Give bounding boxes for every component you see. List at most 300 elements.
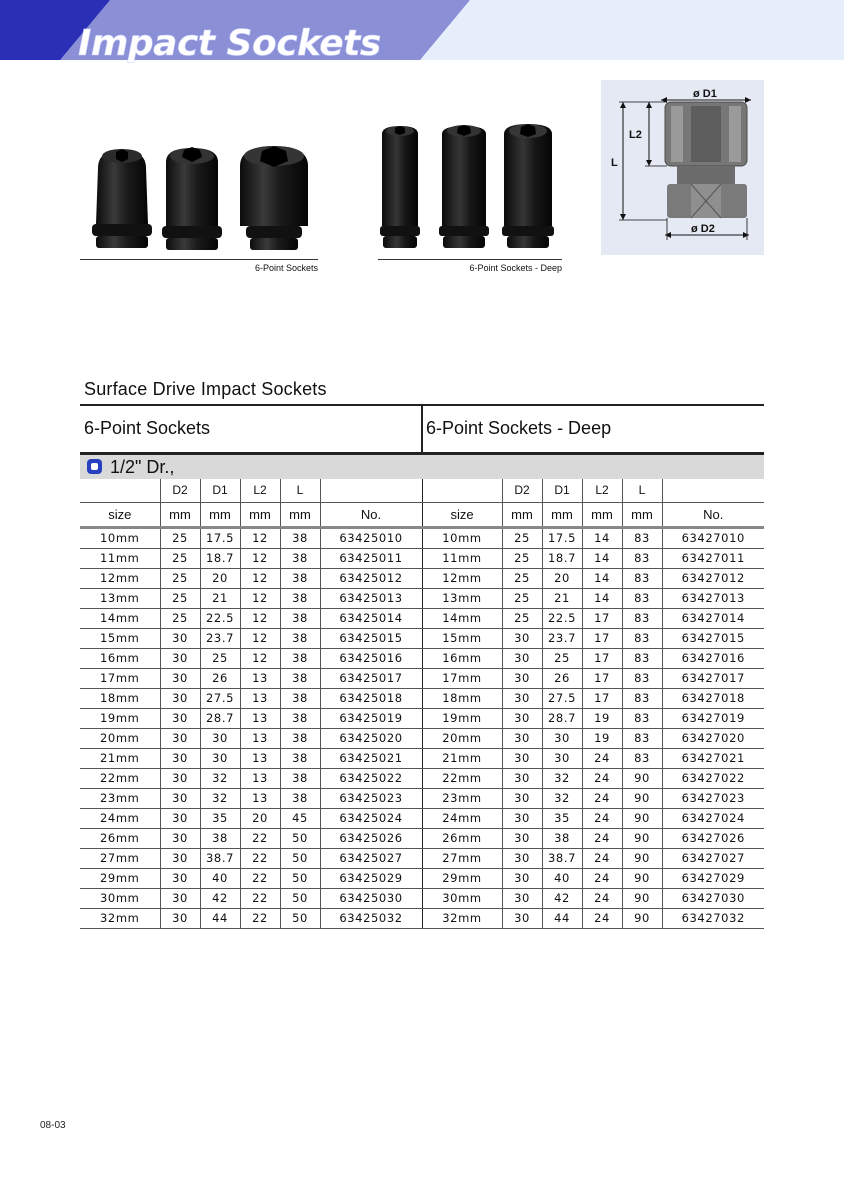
table-cell: 12: [240, 629, 280, 649]
table-cell: 38: [542, 829, 582, 849]
table-cell: 63425026: [320, 829, 422, 849]
table-row: [80, 689, 764, 709]
table-cell: 24: [582, 889, 622, 909]
table-cell: 32: [200, 769, 240, 789]
table-cell: mm: [160, 503, 200, 528]
table-cell: 28.7: [542, 709, 582, 729]
table-cell: 30: [160, 889, 200, 909]
table-cell: 38: [280, 549, 320, 569]
table-cell: 83: [622, 709, 662, 729]
table-cell: 63425016: [320, 649, 422, 669]
table-cell: 25: [160, 589, 200, 609]
table-cell: 30: [502, 889, 542, 909]
table-cell: 38: [280, 629, 320, 649]
table-cell: 24: [582, 789, 622, 809]
table-cell: 18.7: [200, 549, 240, 569]
left-table-title: 6-Point Sockets: [84, 418, 211, 438]
right-table-title: 6-Point Sockets - Deep: [426, 418, 612, 438]
table-cell: L: [622, 479, 662, 503]
table-row: [80, 569, 764, 589]
table-cell: 30: [160, 829, 200, 849]
table-cell: mm: [582, 503, 622, 528]
table-row: [80, 629, 764, 649]
table-cell: 63425029: [320, 869, 422, 889]
table-cell: 13mm: [80, 589, 160, 609]
table-row: [80, 749, 764, 769]
table-cell: [422, 479, 502, 503]
table-cell: 83: [622, 669, 662, 689]
table-cell: 13: [240, 669, 280, 689]
table-cell: 12: [240, 528, 280, 549]
table-cell: 44: [200, 909, 240, 929]
table-cell: 25: [502, 569, 542, 589]
table-cell: 30: [160, 789, 200, 809]
table-cell: 63425019: [320, 709, 422, 729]
table-cell: 25: [502, 589, 542, 609]
table-cell: 63425012: [320, 569, 422, 589]
table-cell: 30: [502, 729, 542, 749]
table-cell: 38: [280, 589, 320, 609]
table-cell: 12: [240, 609, 280, 629]
table-cell: 24mm: [422, 809, 502, 829]
table-row: [80, 729, 764, 749]
table-cell: 50: [280, 829, 320, 849]
table-cell: 63425024: [320, 809, 422, 829]
table-cell: 17: [582, 689, 622, 709]
table-cell: 16mm: [422, 649, 502, 669]
table-cell: mm: [240, 503, 280, 528]
table-cell: 14: [582, 569, 622, 589]
table-cell: 22: [240, 889, 280, 909]
table-cell: 26mm: [80, 829, 160, 849]
table-cell: 40: [200, 869, 240, 889]
table-cell: 63427010: [662, 528, 764, 549]
table-cell: 30: [160, 909, 200, 929]
table-cell: D2: [160, 479, 200, 503]
table-cell: 12mm: [80, 569, 160, 589]
table-cell: 30: [502, 689, 542, 709]
table-cell: mm: [200, 503, 240, 528]
table-cell: 38: [280, 729, 320, 749]
table-cell: 22: [240, 829, 280, 849]
table-cell: 21mm: [80, 749, 160, 769]
sockets-photo: [86, 140, 326, 258]
table-cell: mm: [542, 503, 582, 528]
table-cell: 13mm: [422, 589, 502, 609]
table-cell: 28.7: [200, 709, 240, 729]
table-cell: 30: [160, 749, 200, 769]
table-cell: 11mm: [422, 549, 502, 569]
table-cell: 90: [622, 769, 662, 789]
table-cell: 63427017: [662, 669, 764, 689]
table-row: [80, 528, 764, 549]
table-cell: 21mm: [422, 749, 502, 769]
table-cell: 63425013: [320, 589, 422, 609]
table-cell: 63425022: [320, 769, 422, 789]
page-title: Impact Sockets: [78, 23, 381, 64]
section-title: Surface Drive Impact Sockets: [84, 379, 327, 399]
table-row: [80, 769, 764, 789]
table-row: [80, 829, 764, 849]
table-cell: 63427021: [662, 749, 764, 769]
table-cell: 83: [622, 528, 662, 549]
table-cell: 63427027: [662, 849, 764, 869]
table-cell: 30: [502, 769, 542, 789]
table-cell: 30: [160, 629, 200, 649]
table-cell: 22: [240, 909, 280, 929]
deep-sockets-photo: [378, 122, 568, 254]
table-cell: 83: [622, 729, 662, 749]
table-cell: 35: [200, 809, 240, 829]
table-cell: 63427014: [662, 609, 764, 629]
table-cell: 17: [582, 669, 622, 689]
table-cell: 63427024: [662, 809, 764, 829]
table-row: [80, 889, 764, 909]
table-cell: 83: [622, 609, 662, 629]
table-cell: 27.5: [542, 689, 582, 709]
table-units-row: [80, 503, 764, 528]
table-cell: 30: [502, 789, 542, 809]
table-cell: 30: [160, 869, 200, 889]
table-cell: 45: [280, 809, 320, 829]
table-cell: 30: [160, 649, 200, 669]
table-cell: 83: [622, 749, 662, 769]
table-cell: 26mm: [422, 829, 502, 849]
table-cell: 27mm: [80, 849, 160, 869]
table-cell: 83: [622, 649, 662, 669]
table-cell: [80, 479, 160, 503]
table-cell: D2: [502, 479, 542, 503]
drive-size-bar: [80, 452, 764, 479]
table-cell: 38.7: [542, 849, 582, 869]
table-cell: 25: [160, 569, 200, 589]
table-cell: 38: [280, 569, 320, 589]
table-row: [80, 589, 764, 609]
table-cell: 17.5: [200, 528, 240, 549]
table-cell: 25: [160, 549, 200, 569]
table-cell: 63427030: [662, 889, 764, 909]
table-cell: 63427011: [662, 549, 764, 569]
table-cell: 20: [200, 569, 240, 589]
table-row: [80, 649, 764, 669]
table-cell: 63425014: [320, 609, 422, 629]
table-cell: 30: [502, 629, 542, 649]
table-cell: 19mm: [80, 709, 160, 729]
table-cell: 32mm: [422, 909, 502, 929]
table-cell: 90: [622, 789, 662, 809]
page-number: 08-03: [40, 1120, 66, 1131]
table-cell: 10mm: [422, 528, 502, 549]
table-cell: 24: [582, 809, 622, 829]
table-cell: 44: [542, 909, 582, 929]
table-cell: L2: [582, 479, 622, 503]
table-cell: 63427023: [662, 789, 764, 809]
table-cell: 18mm: [422, 689, 502, 709]
table-cell: 32: [200, 789, 240, 809]
table-cell: 18.7: [542, 549, 582, 569]
table-cell: 30: [200, 749, 240, 769]
table-cell: 30: [160, 849, 200, 869]
table-cell: 19mm: [422, 709, 502, 729]
table-cell: 38: [280, 789, 320, 809]
photo-caption: 6-Point Sockets: [254, 263, 318, 273]
table-cell: 30: [502, 849, 542, 869]
photo-rule-deep: [378, 259, 562, 260]
table-cell: 50: [280, 889, 320, 909]
table-cell: 63427029: [662, 869, 764, 889]
table-cell: 30: [200, 729, 240, 749]
table-cell: 14: [582, 528, 622, 549]
table-cell: 90: [622, 909, 662, 929]
table-cell: 42: [542, 889, 582, 909]
table-cell: 23mm: [80, 789, 160, 809]
table-cell: 38: [280, 609, 320, 629]
table-cell: 14: [582, 589, 622, 609]
drive-size-label: 1/2" Dr.,: [110, 457, 175, 477]
label-l2: L2: [629, 129, 642, 141]
table-cell: 30: [160, 729, 200, 749]
table-cell: 24: [582, 909, 622, 929]
table-cell: 18mm: [80, 689, 160, 709]
table-cell: 38: [280, 649, 320, 669]
table-cell: 21: [542, 589, 582, 609]
table-cell: 38: [280, 689, 320, 709]
table-cell: 17: [582, 649, 622, 669]
table-cell: 17mm: [422, 669, 502, 689]
table-cell: 63425017: [320, 669, 422, 689]
table-cell: [320, 479, 422, 503]
table-cell: 26: [542, 669, 582, 689]
table-cell: 63427026: [662, 829, 764, 849]
table-cell: 25: [502, 609, 542, 629]
section-divider: [421, 404, 423, 452]
table-cell: 22.5: [542, 609, 582, 629]
table-cell: 63425021: [320, 749, 422, 769]
table-cell: 30: [502, 649, 542, 669]
table-cell: 40: [542, 869, 582, 889]
table-cell: 25: [160, 609, 200, 629]
table-cell: No.: [320, 503, 422, 528]
table-cell: 63427012: [662, 569, 764, 589]
table-cell: mm: [502, 503, 542, 528]
table-cell: 11mm: [80, 549, 160, 569]
table-cell: 13: [240, 689, 280, 709]
table-cell: 90: [622, 889, 662, 909]
table-cell: 23mm: [422, 789, 502, 809]
table-cell: 17: [582, 609, 622, 629]
table-cell: 83: [622, 569, 662, 589]
table-cell: 24: [582, 829, 622, 849]
table-row: [80, 909, 764, 929]
table-cell: 25: [542, 649, 582, 669]
table-cell: 25: [502, 528, 542, 549]
table-cell: L: [280, 479, 320, 503]
table-cell: 38: [280, 749, 320, 769]
table-cell: 83: [622, 629, 662, 649]
table-cell: 38: [280, 669, 320, 689]
table-cell: 63425015: [320, 629, 422, 649]
table-cell: 30: [160, 709, 200, 729]
table-row: [80, 669, 764, 689]
table-cell: 13: [240, 769, 280, 789]
table-cell: 12: [240, 549, 280, 569]
table-row: [80, 709, 764, 729]
table-cell: 19: [582, 729, 622, 749]
table-cell: 63425010: [320, 528, 422, 549]
table-cell: 30: [160, 769, 200, 789]
table-cell: 30: [502, 749, 542, 769]
table-cell: 13: [240, 729, 280, 749]
table-cell: 38: [280, 528, 320, 549]
table-cell: 32mm: [80, 909, 160, 929]
table-cell: 14: [582, 549, 622, 569]
table-cell: 50: [280, 909, 320, 929]
table-cell: 10mm: [80, 528, 160, 549]
label-d2: ø D2: [691, 223, 715, 235]
table-cell: 35: [542, 809, 582, 829]
table-cell: 19: [582, 709, 622, 729]
table-cell: 32: [542, 789, 582, 809]
table-cell: D1: [542, 479, 582, 503]
table-row: [80, 609, 764, 629]
table-cell: 30: [542, 749, 582, 769]
table-cell: 27mm: [422, 849, 502, 869]
table-cell: 83: [622, 549, 662, 569]
table-cell: 15mm: [422, 629, 502, 649]
table-cell: No.: [662, 503, 764, 528]
table-cell: 63427016: [662, 649, 764, 669]
table-cell: D1: [200, 479, 240, 503]
table-cell: 25: [200, 649, 240, 669]
table-cell: 30: [502, 669, 542, 689]
dimension-diagram: [601, 80, 764, 255]
table-cell: mm: [280, 503, 320, 528]
table-cell: 30: [160, 809, 200, 829]
label-l: L: [611, 157, 618, 169]
table-cell: 38.7: [200, 849, 240, 869]
table-cell: 32: [542, 769, 582, 789]
table-cell: 63425018: [320, 689, 422, 709]
table-cell: size: [422, 503, 502, 528]
table-cell: 13: [240, 789, 280, 809]
table-cell: 22: [240, 869, 280, 889]
table-cell: 90: [622, 829, 662, 849]
table-row: [80, 789, 764, 809]
table-cell: 15mm: [80, 629, 160, 649]
table-cell: 38: [280, 709, 320, 729]
table-cell: 23.7: [542, 629, 582, 649]
table-cell: 63427015: [662, 629, 764, 649]
table-cell: 17: [582, 629, 622, 649]
label-d1: ø D1: [693, 88, 717, 100]
table-cell: 63427020: [662, 729, 764, 749]
table-cell: 12: [240, 649, 280, 669]
table-row: [80, 849, 764, 869]
table-cell: 63425027: [320, 849, 422, 869]
table-cell: 30: [502, 829, 542, 849]
table-cell: 30: [502, 709, 542, 729]
table-row: [80, 809, 764, 829]
table-cell: 50: [280, 849, 320, 869]
table-cell: 14mm: [80, 609, 160, 629]
table-cell: 20: [542, 569, 582, 589]
table-cell: 90: [622, 849, 662, 869]
table-cell: 30mm: [422, 889, 502, 909]
table-cell: 83: [622, 689, 662, 709]
photo-rule: [80, 259, 318, 260]
table-cell: 63427013: [662, 589, 764, 609]
table-cell: 90: [622, 809, 662, 829]
table-cell: 17mm: [80, 669, 160, 689]
table-cell: 13: [240, 749, 280, 769]
table-cell: 30: [542, 729, 582, 749]
table-cell: 16mm: [80, 649, 160, 669]
table-row: [80, 549, 764, 569]
table-cell: 17.5: [542, 528, 582, 549]
table-cell: 38: [280, 769, 320, 789]
table-cell: 20mm: [422, 729, 502, 749]
table-row: [80, 869, 764, 889]
drive-square-icon: [87, 459, 102, 474]
table-cell: 24: [582, 769, 622, 789]
table-cell: 24: [582, 869, 622, 889]
table-cell: 30: [502, 909, 542, 929]
spec-table: [80, 479, 764, 929]
table-cell: 26: [200, 669, 240, 689]
table-cell: 12: [240, 569, 280, 589]
table-cell: 20: [240, 809, 280, 829]
table-cell: 30mm: [80, 889, 160, 909]
table-cell: 90: [622, 869, 662, 889]
table-cell: 38: [200, 829, 240, 849]
table-cell: 21: [200, 589, 240, 609]
table-cell: 63425032: [320, 909, 422, 929]
table-cell: [662, 479, 764, 503]
table-cell: 63425030: [320, 889, 422, 909]
table-cell: 14mm: [422, 609, 502, 629]
table-cell: 83: [622, 589, 662, 609]
table-cell: 22: [240, 849, 280, 869]
table-cell: 24: [582, 749, 622, 769]
table-cell: 27.5: [200, 689, 240, 709]
table-header-row: [80, 479, 764, 503]
table-cell: 50: [280, 869, 320, 889]
table-cell: 22mm: [422, 769, 502, 789]
table-cell: 30: [502, 809, 542, 829]
table-cell: 13: [240, 709, 280, 729]
table-cell: 23.7: [200, 629, 240, 649]
table-cell: 30: [502, 869, 542, 889]
table-cell: 20mm: [80, 729, 160, 749]
table-cell: 24: [582, 849, 622, 869]
table-cell: 63425011: [320, 549, 422, 569]
table-cell: L2: [240, 479, 280, 503]
table-cell: 30: [160, 689, 200, 709]
table-cell: 30: [160, 669, 200, 689]
table-cell: 12mm: [422, 569, 502, 589]
table-cell: 25: [502, 549, 542, 569]
table-cell: 29mm: [422, 869, 502, 889]
table-cell: 29mm: [80, 869, 160, 889]
table-cell: 63427018: [662, 689, 764, 709]
table-cell: 63425020: [320, 729, 422, 749]
table-cell: 63427032: [662, 909, 764, 929]
table-cell: 63425023: [320, 789, 422, 809]
table-cell: 22mm: [80, 769, 160, 789]
table-cell: 24mm: [80, 809, 160, 829]
table-cell: mm: [622, 503, 662, 528]
table-cell: 42: [200, 889, 240, 909]
